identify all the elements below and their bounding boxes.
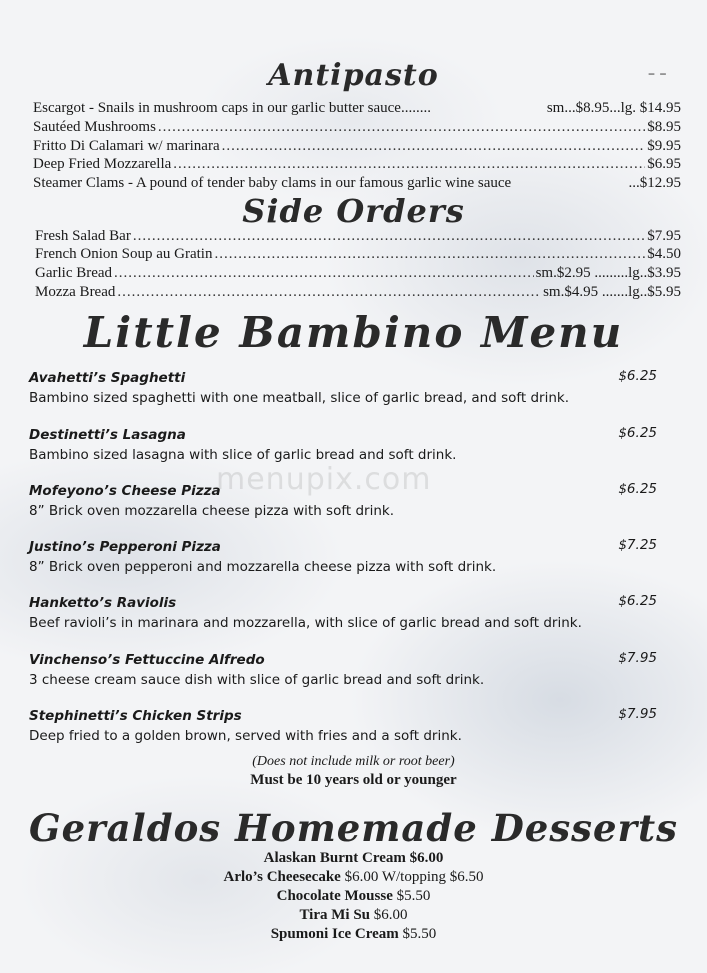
item-description: 3 cheese cream sauce dish with slice of garlic bread and soft drink. — [29, 672, 485, 688]
leader-dots — [173, 156, 645, 173]
dessert-line — [0, 888, 707, 905]
item-price: $7.25 — [618, 537, 657, 553]
item-price: $9.95 — [647, 138, 681, 154]
item-price: $4.50 — [647, 246, 681, 262]
item-name: Sautéed Mushrooms — [33, 119, 156, 135]
dessert-line — [0, 907, 707, 924]
item-price: $6.25 — [618, 425, 657, 441]
item-description: Bambino sized lasagna with slice of garlic bread and soft drink. — [29, 447, 457, 463]
dessert-price: $5.50 — [396, 888, 431, 904]
kids-menu-item — [29, 595, 659, 631]
menu-line — [35, 246, 681, 265]
item-price: $6.25 — [618, 481, 657, 497]
dessert-name: Chocolate Mousse — [276, 888, 393, 904]
leader-dots — [158, 119, 645, 136]
item-title: Avahetti’s Spaghetti — [29, 370, 186, 386]
item-name: Deep Fried Mozzarella — [33, 156, 172, 172]
item-name: Fresh Salad Bar — [35, 228, 131, 244]
item-name: Steamer Clams - A pound of tender baby clams in our famous garlic wine sauce — [33, 175, 512, 191]
item-description: Beef ravioli’s in marinara and mozzarella, with slice of garlic bread and soft drink. — [29, 615, 582, 631]
menu-line — [33, 100, 681, 119]
dessert-line — [0, 869, 707, 886]
dessert-price: $6.00 — [373, 907, 408, 923]
dessert-name: Alaskan Burnt Cream — [263, 850, 406, 866]
item-price: $6.95 — [647, 156, 681, 172]
item-price: $6.25 — [618, 593, 657, 609]
side-orders-heading: Side Orders — [242, 192, 465, 230]
menu-line — [35, 228, 681, 247]
menu-line — [33, 119, 681, 138]
menu-line — [33, 138, 681, 157]
item-name: Mozza Bread — [35, 284, 116, 300]
item-title: Vinchenso’s Fettuccine Alfredo — [29, 652, 265, 668]
kids-menu-item — [29, 708, 659, 744]
item-description: Bambino sized spaghetti with one meatball, slice of garlic bread, and soft drink. — [29, 390, 570, 406]
menu-line — [35, 265, 681, 284]
dessert-price: $6.00 W/topping $6.50 — [344, 869, 484, 885]
item-description: 8” Brick oven mozzarella cheese pizza with soft drink. — [29, 503, 394, 519]
item-description: 8” Brick oven pepperoni and mozzarella cheese pizza with soft drink. — [29, 559, 497, 575]
item-price: $6.25 — [618, 368, 657, 384]
scan-mark: – – — [648, 66, 667, 82]
item-title: Mofeyono’s Cheese Pizza — [29, 483, 221, 499]
item-price: $7.95 — [618, 706, 657, 722]
watermark: menupix.com — [216, 462, 432, 497]
dessert-line — [0, 926, 707, 943]
leader-dots — [114, 265, 534, 282]
leader-dots — [214, 246, 645, 263]
item-name: Fritto Di Calamari w/ marinara — [33, 138, 220, 154]
item-name: French Onion Soup au Gratin — [35, 246, 213, 262]
little-bambino-heading: Little Bambino Menu — [83, 308, 624, 357]
leader-dots — [222, 138, 646, 155]
item-name: Escargot - Snails in mushroom caps in our garlic butter sauce........ — [33, 100, 431, 116]
item-price: $7.95 — [647, 228, 681, 244]
item-price: $7.95 — [618, 650, 657, 666]
item-title: Justino’s Pepperoni Pizza — [29, 539, 221, 555]
kids-menu-item — [29, 539, 659, 575]
dessert-name: Tira Mi Su — [299, 907, 371, 923]
menu-line — [33, 156, 681, 175]
age-note: Must be 10 years old or younger — [250, 772, 457, 788]
dessert-price: $6.00 — [409, 850, 444, 866]
leader-dots — [117, 284, 541, 301]
desserts-heading: Geraldos Homemade Desserts — [29, 806, 678, 850]
dessert-line — [0, 850, 707, 867]
kids-menu-item — [29, 427, 659, 463]
item-title: Hanketto’s Raviolis — [29, 595, 177, 611]
item-title: Stephinetti’s Chicken Strips — [29, 708, 242, 724]
item-price: $8.95 — [647, 119, 681, 135]
dessert-price: $5.50 — [402, 926, 437, 942]
item-price: sm.$2.95 .........lg..$3.95 — [535, 265, 681, 281]
kids-menu-item — [29, 483, 659, 519]
kids-menu-item — [29, 370, 659, 406]
item-price: sm...$8.95...lg. $14.95 — [546, 100, 681, 116]
item-title: Destinetti’s Lasagna — [29, 427, 186, 443]
leader-dots — [133, 228, 645, 245]
dessert-name: Arlo’s Cheesecake — [223, 869, 341, 885]
item-price: ...$12.95 — [628, 175, 681, 191]
dessert-name: Spumoni Ice Cream — [270, 926, 399, 942]
antipasto-heading: Antipasto — [268, 58, 439, 93]
milk-note: (Does not include milk or root beer) — [252, 754, 455, 769]
item-name: Garlic Bread — [35, 265, 113, 281]
menu-line — [35, 284, 681, 303]
item-description: Deep fried to a golden brown, served with fries and a soft drink. — [29, 728, 462, 744]
item-price: sm.$4.95 .......lg..$5.95 — [543, 284, 681, 300]
kids-menu-item — [29, 652, 659, 688]
